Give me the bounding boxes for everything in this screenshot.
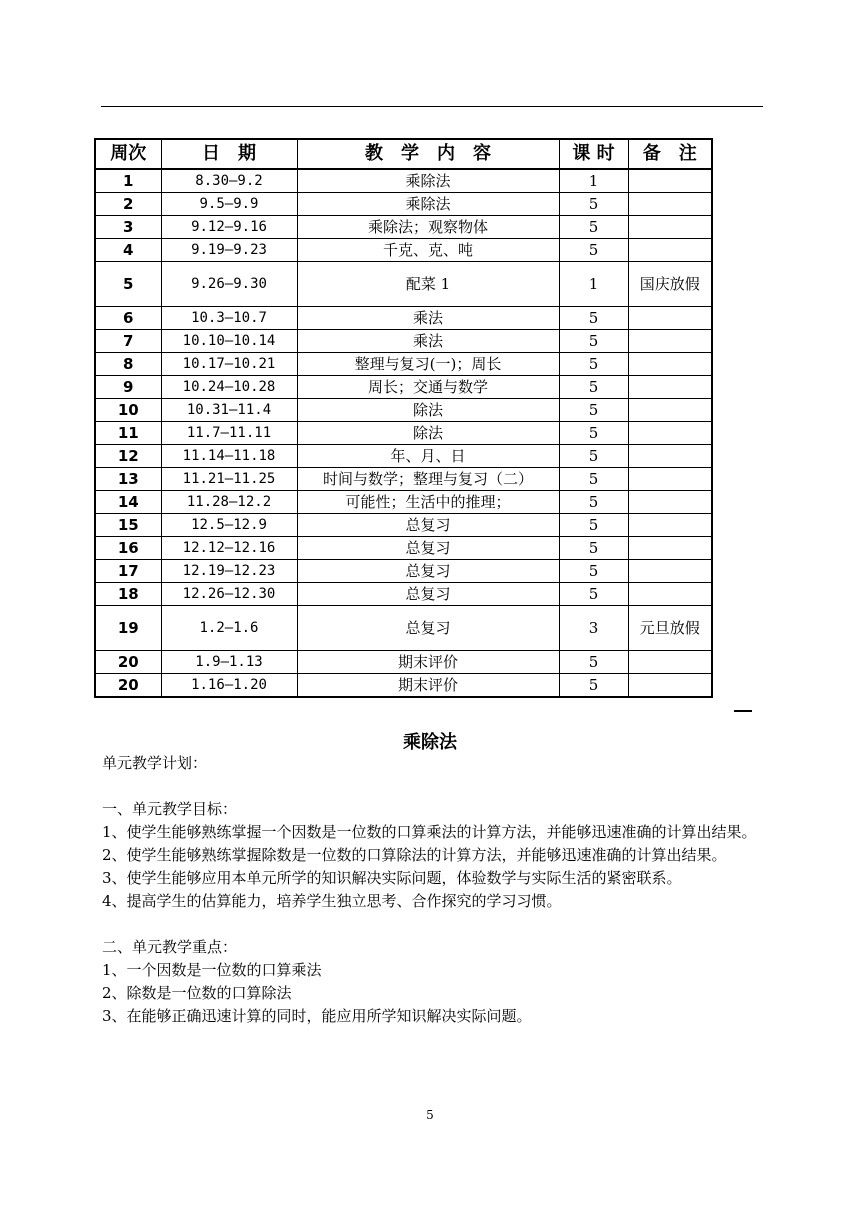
- note-cell: [628, 674, 712, 698]
- table-row: [95, 651, 712, 674]
- goal-item: 3、使学生能够应用本单元所学的知识解决实际问题，体验数学与实际生活的紧密联系。: [102, 869, 682, 887]
- date-cell: 11.7—11.11: [161, 422, 297, 445]
- table-row: [95, 674, 712, 698]
- table-row: [95, 193, 712, 216]
- note-cell: [628, 169, 712, 193]
- hours-cell: 5: [559, 353, 628, 376]
- date-cell: 12.5—12.9: [161, 514, 297, 537]
- week-cell: 11: [95, 422, 161, 445]
- hours-cell: 5: [559, 583, 628, 606]
- content-cell: 总复习: [297, 583, 559, 606]
- week-cell: 14: [95, 491, 161, 514]
- date-cell: 11.28—12.2: [161, 491, 297, 514]
- content-cell: 乘除法；观察物体: [297, 216, 559, 239]
- week-cell: 19: [95, 606, 161, 651]
- week-cell: 5: [95, 262, 161, 307]
- date-cell: 1.2—1.6: [161, 606, 297, 651]
- header-note: 备 注: [628, 139, 712, 169]
- date-cell: 11.14—11.18: [161, 445, 297, 468]
- content-cell: 乘除法: [297, 169, 559, 193]
- table-row: [95, 307, 712, 330]
- section-subtitle: 单元教学计划：: [102, 754, 208, 772]
- hours-cell: 5: [559, 216, 628, 239]
- dash-mark: [734, 710, 752, 712]
- date-cell: 10.3—10.7: [161, 307, 297, 330]
- hours-cell: 5: [559, 399, 628, 422]
- week-cell: 12: [95, 445, 161, 468]
- note-cell: [628, 468, 712, 491]
- content-cell: 期末评价: [297, 651, 559, 674]
- date-cell: 9.26—9.30: [161, 262, 297, 307]
- table-row: [95, 537, 712, 560]
- content-cell: 除法: [297, 399, 559, 422]
- section-title: 乘除法: [403, 732, 457, 753]
- week-cell: 18: [95, 583, 161, 606]
- date-cell: 8.30—9.2: [161, 169, 297, 193]
- date-cell: 10.24—10.28: [161, 376, 297, 399]
- hours-cell: 5: [559, 422, 628, 445]
- date-cell: 12.19—12.23: [161, 560, 297, 583]
- table-row: [95, 560, 712, 583]
- hours-cell: 5: [559, 193, 628, 216]
- hours-cell: 1: [559, 262, 628, 307]
- week-cell: 3: [95, 216, 161, 239]
- note-cell: [628, 445, 712, 468]
- page-number: 5: [426, 1108, 434, 1122]
- note-cell: [628, 583, 712, 606]
- table-header-row: [95, 139, 712, 169]
- table-row: [95, 491, 712, 514]
- hours-cell: 5: [559, 560, 628, 583]
- date-cell: 10.17—10.21: [161, 353, 297, 376]
- table-row: [95, 376, 712, 399]
- week-cell: 2: [95, 193, 161, 216]
- header-hours: 课 时: [559, 139, 628, 169]
- hours-cell: 3: [559, 606, 628, 651]
- week-cell: 4: [95, 239, 161, 262]
- hours-cell: 5: [559, 330, 628, 353]
- content-cell: 期末评价: [297, 674, 559, 698]
- content-cell: 可能性；生活中的推理；: [297, 491, 559, 514]
- note-cell: [628, 537, 712, 560]
- table-row: [95, 583, 712, 606]
- goal-item: 4、提高学生的估算能力，培养学生独立思考、合作探究的学习习惯。: [102, 892, 562, 910]
- content-cell: 周长；交通与数学: [297, 376, 559, 399]
- note-cell: [628, 560, 712, 583]
- key-point-item: 2、除数是一位数的口算除法: [102, 984, 292, 1002]
- note-cell: [628, 216, 712, 239]
- hours-cell: 5: [559, 514, 628, 537]
- date-cell: 9.12—9.16: [161, 216, 297, 239]
- week-cell: 9: [95, 376, 161, 399]
- date-cell: 12.12—12.16: [161, 537, 297, 560]
- hours-cell: 5: [559, 239, 628, 262]
- goal-item: 2、使学生能够熟练掌握除数是一位数的口算除法的计算方法，并能够迅速准确的计算出结果。: [102, 846, 727, 864]
- date-cell: 9.19—9.23: [161, 239, 297, 262]
- table-row: [95, 468, 712, 491]
- date-cell: 10.31—11.4: [161, 399, 297, 422]
- content-cell: 乘法: [297, 330, 559, 353]
- date-cell: 1.16—1.20: [161, 674, 297, 698]
- date-cell: 9.5—9.9: [161, 193, 297, 216]
- note-cell: [628, 353, 712, 376]
- content-cell: 乘除法: [297, 193, 559, 216]
- week-cell: 17: [95, 560, 161, 583]
- note-cell: [628, 193, 712, 216]
- week-cell: 1: [95, 169, 161, 193]
- table-row: [95, 239, 712, 262]
- week-cell: 10: [95, 399, 161, 422]
- week-cell: 20: [95, 651, 161, 674]
- hours-cell: 5: [559, 445, 628, 468]
- hours-cell: 5: [559, 674, 628, 698]
- section-body: [102, 752, 762, 1028]
- content-cell: 总复习: [297, 537, 559, 560]
- table-row: [95, 262, 712, 307]
- table-row: [95, 399, 712, 422]
- week-cell: 6: [95, 307, 161, 330]
- note-cell: [628, 239, 712, 262]
- key-heading: 二、单元教学重点：: [102, 938, 238, 956]
- hours-cell: 5: [559, 491, 628, 514]
- content-cell: 总复习: [297, 514, 559, 537]
- note-cell: [628, 422, 712, 445]
- week-cell: 20: [95, 674, 161, 698]
- hours-cell: 5: [559, 376, 628, 399]
- table-row: [95, 169, 712, 193]
- week-cell: 16: [95, 537, 161, 560]
- key-point-item: 3、在能够正确迅速计算的同时，能应用所学知识解决实际问题。: [102, 1007, 532, 1025]
- note-cell: [628, 330, 712, 353]
- date-cell: 12.26—12.30: [161, 583, 297, 606]
- schedule-table: [94, 138, 713, 698]
- content-cell: 配菜 1: [297, 262, 559, 307]
- header-date: 日 期: [161, 139, 297, 169]
- table-row: [95, 353, 712, 376]
- week-cell: 13: [95, 468, 161, 491]
- note-cell: [628, 399, 712, 422]
- schedule-body: [95, 169, 712, 697]
- note-cell: [628, 376, 712, 399]
- hours-cell: 1: [559, 169, 628, 193]
- key-point-item: 1、一个因数是一位数的口算乘法: [102, 961, 322, 979]
- table-row: [95, 330, 712, 353]
- hours-cell: 5: [559, 468, 628, 491]
- table-row: [95, 216, 712, 239]
- content-cell: 乘法: [297, 307, 559, 330]
- hours-cell: 5: [559, 651, 628, 674]
- table-row: [95, 606, 712, 651]
- week-cell: 7: [95, 330, 161, 353]
- content-cell: 时间与数学；整理与复习（二）: [297, 468, 559, 491]
- hours-cell: 5: [559, 537, 628, 560]
- week-cell: 15: [95, 514, 161, 537]
- table-row: [95, 445, 712, 468]
- content-cell: 千克、克、吨: [297, 239, 559, 262]
- goals-heading: 一、单元教学目标：: [102, 800, 238, 818]
- hours-cell: 5: [559, 307, 628, 330]
- header-week: 周次: [95, 139, 161, 169]
- table-row: [95, 514, 712, 537]
- date-cell: 11.21—11.25: [161, 468, 297, 491]
- content-cell: 除法: [297, 422, 559, 445]
- note-cell: [628, 491, 712, 514]
- note-cell: 元旦放假: [628, 606, 712, 651]
- table-row: [95, 422, 712, 445]
- week-cell: 8: [95, 353, 161, 376]
- note-cell: [628, 514, 712, 537]
- header-rule: [101, 106, 763, 107]
- goal-item: 1、使学生能够熟练掌握一个因数是一位数的口算乘法的计算方法，并能够迅速准确的计算出结果。: [102, 823, 757, 841]
- content-cell: 整理与复习(一)；周长: [297, 353, 559, 376]
- note-cell: 国庆放假: [628, 262, 712, 307]
- content-cell: 总复习: [297, 560, 559, 583]
- note-cell: [628, 307, 712, 330]
- content-cell: 年、月、日: [297, 445, 559, 468]
- date-cell: 1.9—1.13: [161, 651, 297, 674]
- content-cell: 总复习: [297, 606, 559, 651]
- date-cell: 10.10—10.14: [161, 330, 297, 353]
- header-content: 教 学 内 容: [297, 139, 559, 169]
- note-cell: [628, 651, 712, 674]
